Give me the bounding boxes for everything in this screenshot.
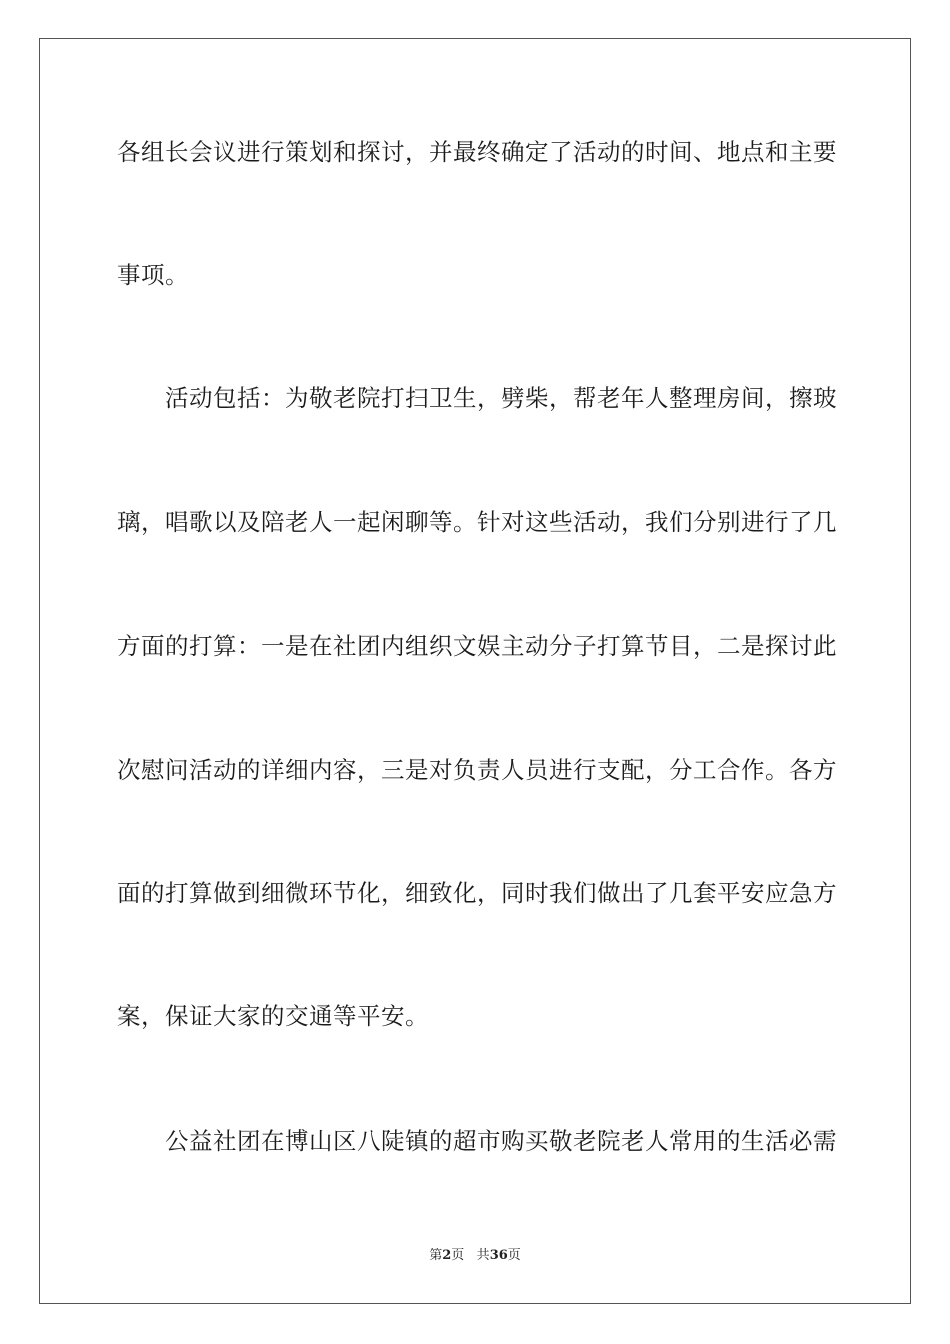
- footer-page-suffix: 页: [451, 1248, 465, 1263]
- paragraph-2-line-1: 活动包括：为敬老院打扫卫生，劈柴，帮老年人整理房间，擦玻: [165, 384, 837, 412]
- footer-total-suffix: 页: [507, 1248, 521, 1263]
- page-border: [39, 38, 911, 1304]
- paragraph-2-line-4: 次慰问活动的详细内容，三是对负责人员进行支配，分工合作。各方: [117, 756, 837, 784]
- paragraph-3-line-1: 公益社团在博山区八陡镇的超市购买敬老院老人常用的生活必需: [165, 1127, 837, 1155]
- footer-page-prefix: 第: [429, 1248, 443, 1263]
- paragraph-2-line-3: 方面的打算：一是在社团内组织文娱主动分子打算节目，二是探讨此: [117, 632, 837, 660]
- footer-page-number: 2: [442, 1248, 452, 1263]
- paragraph-2-line-6: 案，保证大家的交通等平安。: [117, 1002, 429, 1030]
- page-footer: [0, 1247, 950, 1265]
- footer-total-pages: 36: [489, 1248, 508, 1263]
- text-line-2: 事项。: [117, 261, 189, 289]
- footer-total-prefix: 共: [476, 1248, 490, 1263]
- text-line-1: 各组长会议进行策划和探讨，并最终确定了活动的时间、地点和主要: [117, 138, 837, 166]
- paragraph-2-line-2: 璃，唱歌以及陪老人一起闲聊等。针对这些活动，我们分别进行了几: [117, 508, 837, 536]
- paragraph-2-line-5: 面的打算做到细微环节化，细致化，同时我们做出了几套平安应急方: [117, 879, 837, 907]
